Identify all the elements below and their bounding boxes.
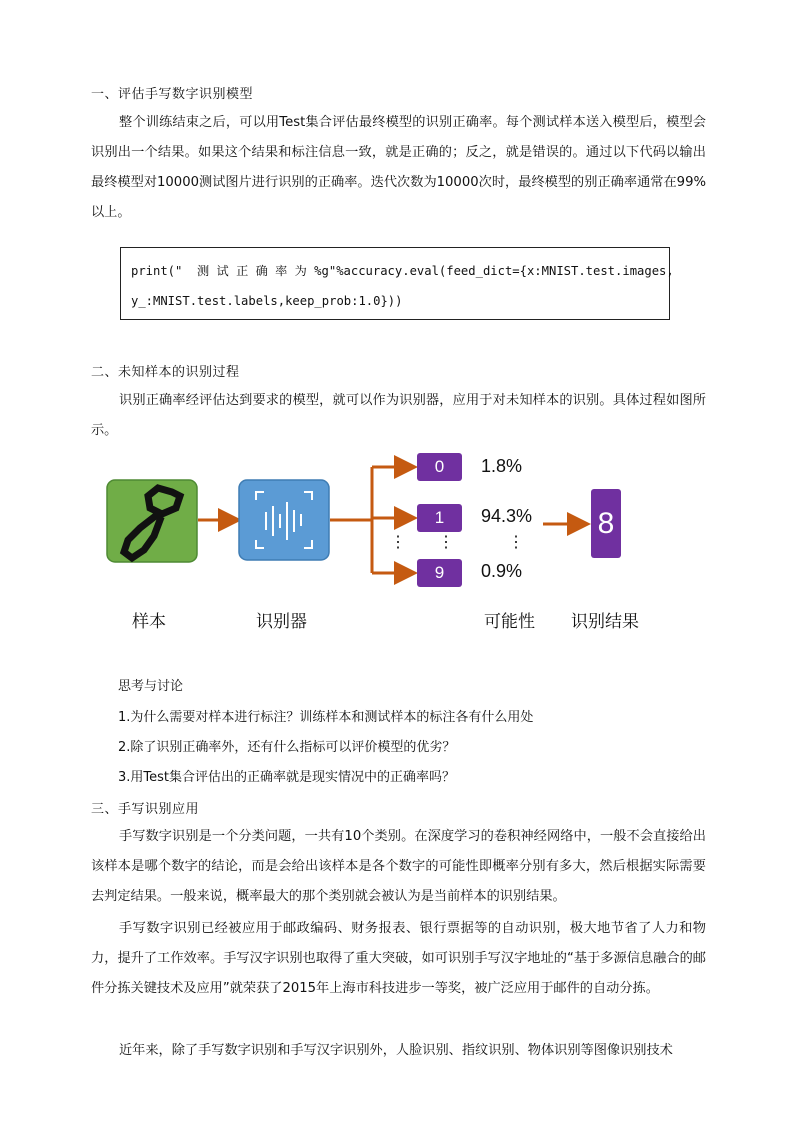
section3-paragraph-3: 近年来，除了手写数字识别和手写汉字识别外，人脸识别、指纹识别、物体识别等图像识别技术 <box>119 1043 673 1058</box>
section3-heading: 三、手写识别应用 <box>91 802 200 817</box>
discussion-question-3: 3.用Test集合评估出的正确率就是现实情况中的正确率吗？ <box>118 770 456 785</box>
prob-9: 0.9% <box>481 561 523 581</box>
discussion-question-1: 1.为什么需要对样本进行标注？训练样本和测试样本的标注各有什么用处 <box>118 710 534 725</box>
ellipsis-left: ⋮ <box>390 534 406 551</box>
prob-0: 1.8% <box>481 456 523 476</box>
result-digit: 8 <box>597 507 615 540</box>
label-sample: 样本 <box>132 612 166 632</box>
section2-paragraph: 识别正确率经评估达到要求的模型，就可以作为识别器，应用于对未知样本的识别。具体过程如图所示。 <box>91 393 706 438</box>
ellipsis-right: ⋮ <box>508 534 524 551</box>
label-probability: 可能性 <box>484 612 535 632</box>
digit-box-9: 9 <box>417 559 462 587</box>
label-result: 识别结果 <box>571 612 639 632</box>
digit-box-0: 0 <box>417 453 462 481</box>
section1-heading: 一、评估手写数字识别模型 <box>91 87 254 102</box>
section3-paragraph-1: 手写数字识别是一个分类问题，一共有10个类别。在深度学习的卷积神经网络中，一般不会直接给出该样本是哪个数字的结论，而是会给出该样本是各个数字的可能性即概率分别有多大，然后根据实际需要去判定结果。一般来说，概率最大的那个类别就会被认为是当前样本的识别结果。 <box>91 829 706 904</box>
section1-paragraph: 整个训练结束之后，可以用Test集合评估最终模型的识别正确率。每个测试样本送入模型后，模型会识别出一个结果。如果这个结果和标注信息一致，就是正确的；反之，就是错误的。通过以下代码以输出最终模型对10000测试图片进行识别的正确率。迭代次数为10000次时，最终模型的别正确率通常在99%以上。 <box>91 115 706 220</box>
recognizer-box <box>239 480 329 560</box>
recognition-figure <box>0 450 794 640</box>
code-block: print(" 测 试 正 确 率 为 %g"%accuracy.eval(feed_dict={x:MNIST.test.images, y_:MNIST.test.labels,keep_prob:1.0})) <box>120 247 670 320</box>
section3-paragraph-2: 手写数字识别已经被应用于邮政编码、财务报表、银行票据等的自动识别，极大地节省了人力和物力，提升了工作效率。手写汉字识别也取得了重大突破，如可识别手写汉字地址的“基于多源信息融合的邮件分拣关键技术及应用”就荣获了2015年上海市科技进步一等奖，被广泛应用于邮件的自动分拣。 <box>91 921 706 996</box>
digit-box-1: 1 <box>417 504 462 532</box>
label-recognizer: 识别器 <box>256 612 307 632</box>
ellipsis-middle: ⋮ <box>438 534 454 551</box>
section2-heading: 二、未知样本的识别过程 <box>91 365 240 380</box>
discussion-title: 思考与讨论 <box>118 679 184 694</box>
branch-arrows <box>330 467 412 573</box>
discussion-question-2: 2.除了识别正确率外，还有什么指标可以评价模型的优劣？ <box>118 740 456 755</box>
prob-1: 94.3% <box>481 506 533 526</box>
